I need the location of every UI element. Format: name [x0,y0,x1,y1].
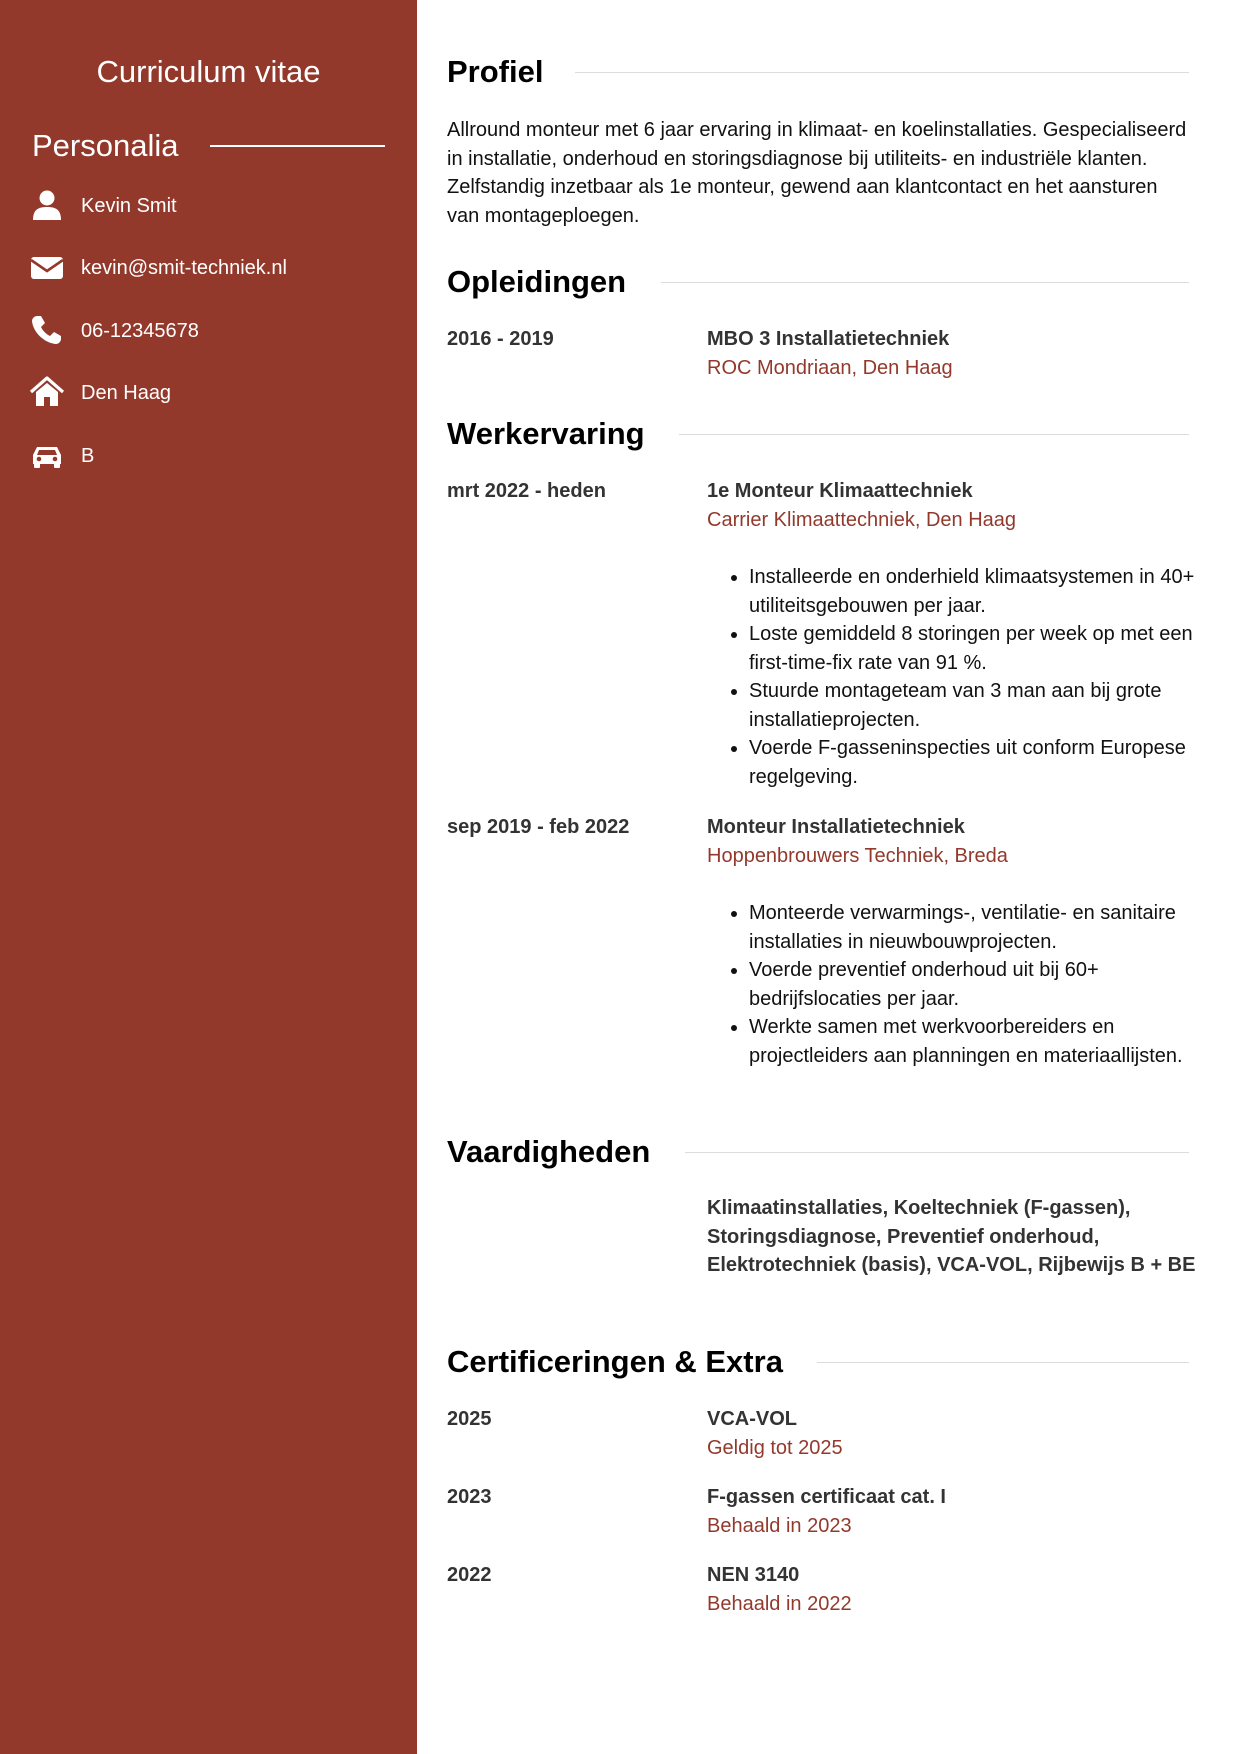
contact-phone [30,312,400,348]
experience-title: 1e Monteur Klimaattechniek [707,480,973,502]
experience-title: Monteur Installatietechniek [707,816,965,838]
experience-bullets [707,899,1209,1070]
bullet-item: • Stuurde montageteam van 3 man aan bij grote installatieprojecten. [749,677,1209,734]
experience-date: sep 2019 - feb 2022 [447,816,630,838]
certification-date: 2022 [447,1564,492,1586]
certification-title: F-gassen certificaat cat. I [707,1486,946,1508]
cv-title: Curriculum vitae [96,54,321,89]
home-icon [30,376,64,408]
person-icon [30,189,64,221]
skills-heading: Vaardigheden [447,1134,651,1169]
certification-title: NEN 3140 [707,1564,800,1586]
certification-date: 2025 [447,1408,492,1430]
education-title: MBO 3 Installatietechniek [707,328,950,350]
experience-date: mrt 2022 - heden [447,480,606,502]
profile-heading: Profiel [447,54,544,89]
bullet-item: • Voerde F-gasseninspecties uit conform Europese regelgeving. [749,734,1209,791]
experience-bullets [707,563,1209,791]
certification-date: 2023 [447,1486,492,1508]
certification-title: VCA-VOL [707,1408,797,1430]
contact-name [30,187,400,223]
certifications-heading: Certificeringen & Extra [447,1344,783,1379]
education-divider [661,282,1189,283]
personalia-heading: Personalia [32,128,179,163]
contact-email [30,249,400,285]
bullet-item: • Monteerde verwarmings-, ventilatie- en sanitaire installaties in nieuwbouwprojecten. [749,899,1209,956]
contact-name-text: Kevin Smit [81,195,177,217]
certifications-divider [817,1362,1189,1363]
car-icon [30,439,64,471]
bullet-item: • Installeerde en onderhield klimaatsystemen in 40+ utiliteitsgebouwen per jaar. [749,563,1209,620]
contact-city-text: Den Haag [81,382,172,404]
experience-heading: Werkervaring [447,416,645,451]
education-date: 2016 - 2019 [447,328,554,350]
skills-text: Klimaatinstallaties, Koeltechniek (F-gassen), Storingsdiagnose, Preventief onderhoud, Elektrotechniek (basis), VCA-VOL, Rijbewijs B + BE [707,1197,1196,1276]
experience-company: Carrier Klimaattechniek, Den Haag [707,509,1017,531]
certification-note: Behaald in 2023 [707,1515,852,1537]
phone-icon [30,314,64,346]
bullet-item: • Loste gemiddeld 8 storingen per week op met een first-time-fix rate van 91 %. [749,620,1209,677]
skills-divider [685,1152,1189,1153]
education-heading: Opleidingen [447,264,627,299]
education-school: ROC Mondriaan, Den Haag [707,357,953,379]
experience-divider [679,434,1189,435]
certification-note: Geldig tot 2025 [707,1437,843,1459]
certification-note: Behaald in 2022 [707,1593,852,1615]
bullet-item: • Voerde preventief onderhoud uit bij 60+ bedrijfslocaties per jaar. [749,956,1209,1013]
profile-text: Allround monteur met 6 jaar ervaring in klimaat- en koelinstallaties. Gespecialiseerd in installatie, onderhoud en storingsdiagnose bij utiliteits- en industriële klanten. Zelfstandig inzetbaar als 1e monteur, gewend aan klantcontact en het aansturen van montageploegen. [447,119,1187,227]
sidebar [0,0,417,1754]
profile-divider [575,72,1189,73]
experience-company: Hoppenbrouwers Techniek, Breda [707,845,1008,867]
contact-phone-text: 06-12345678 [81,320,199,342]
contact-license-text: B [81,445,95,467]
bullet-item: • Werkte samen met werkvoorbereiders en projectleiders aan planningen en materiaallijsten. [749,1013,1209,1070]
contact-license [30,437,400,473]
envelope-icon [30,251,64,283]
main-content [417,0,1241,1754]
contact-city [30,374,400,410]
personalia-divider [210,145,385,147]
contact-email-text: kevin@smit-techniek.nl [81,257,287,279]
